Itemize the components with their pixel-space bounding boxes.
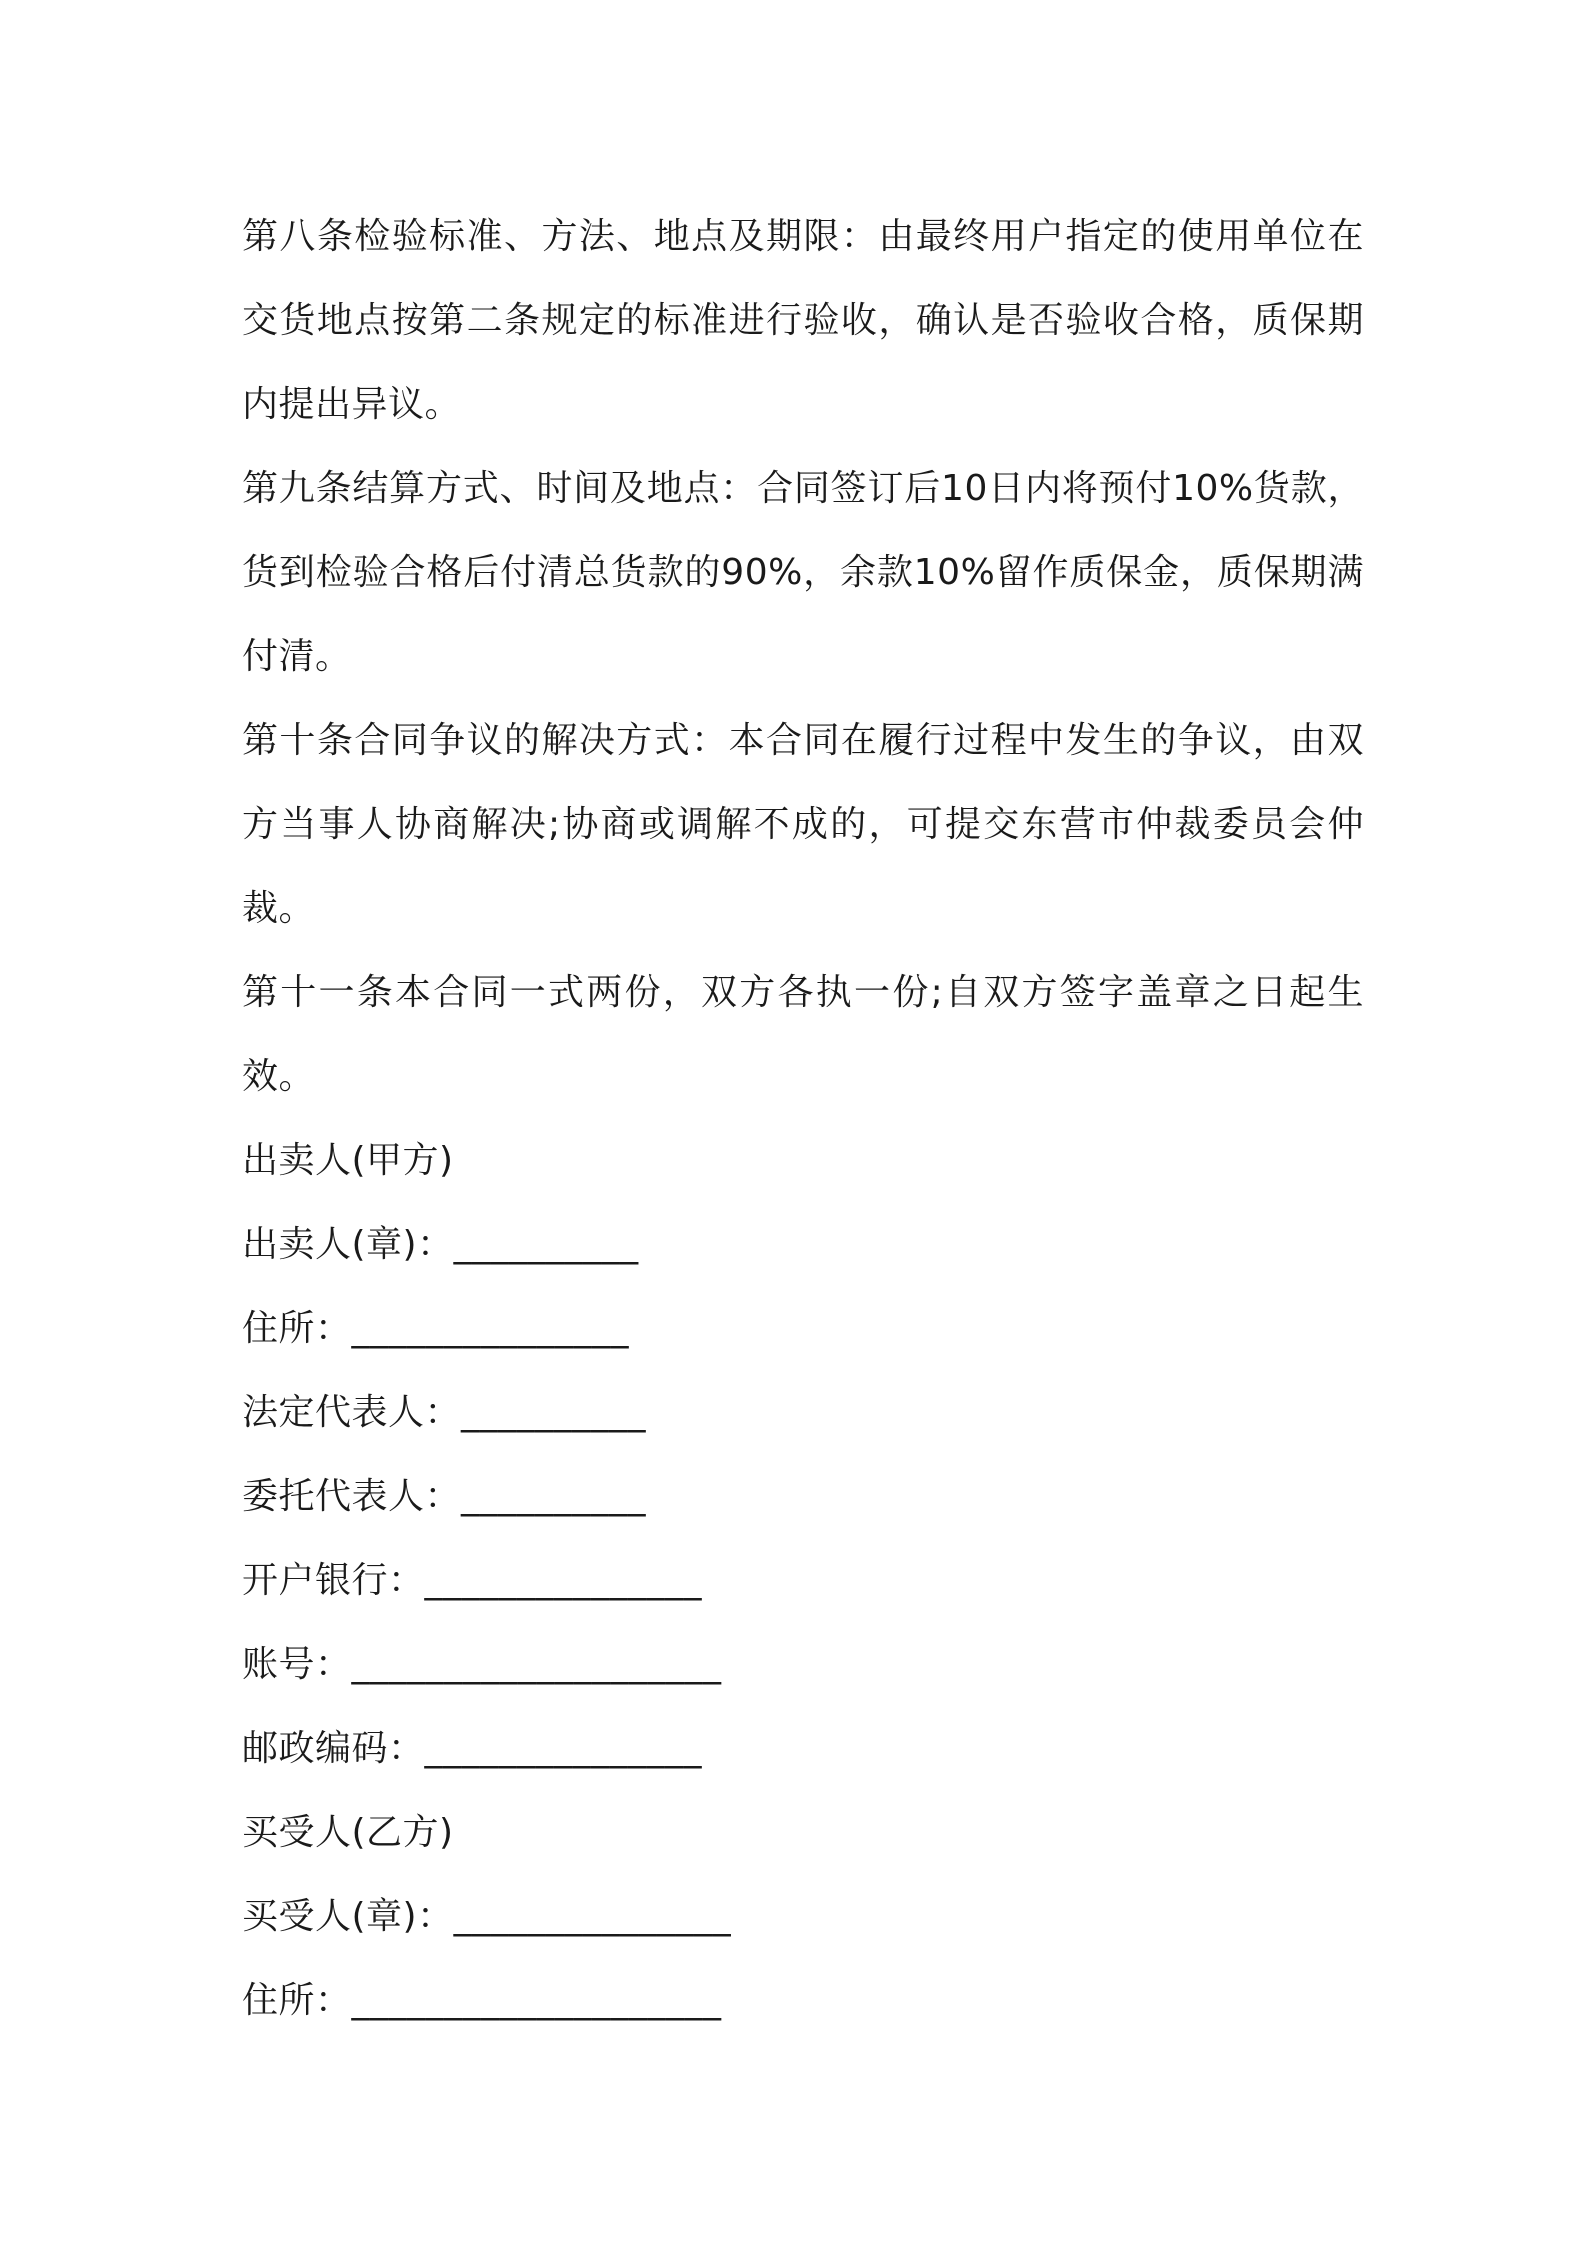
buyer-address-field: 住所：____________________: [242, 1980, 722, 2021]
seller-heading: 出卖人(甲方): [242, 1140, 454, 1181]
buyer-heading: 买受人(乙方): [242, 1812, 454, 1853]
contract-body: [242, 195, 1364, 2043]
buyer-seal-field: 买受人(章)：_______________: [242, 1896, 732, 1937]
seller-address-field: 住所：_______________: [242, 1308, 630, 1349]
clause-9: 第九条结算方式、时间及地点：合同签订后10日内将预付10%货款，货到检验合格后付清总货款的90%，余款10%留作质保金，质保期满付清。: [242, 468, 1364, 677]
seller-legal-rep-field: 法定代表人：__________: [242, 1392, 647, 1433]
seller-postcode-field: 邮政编码：_______________: [242, 1728, 703, 1769]
seller-bank-field: 开户银行：_______________: [242, 1560, 703, 1601]
clause-8: 第八条检验标准、方法、地点及期限：由最终用户指定的使用单位在交货地点按第二条规定的标准进行验收，确认是否验收合格，质保期内提出异议。: [242, 216, 1364, 425]
seller-agent-rep-field: 委托代表人：__________: [242, 1476, 647, 1517]
clause-10: 第十条合同争议的解决方式：本合同在履行过程中发生的争议，由双方当事人协商解决;协商或调解不成的，可提交东营市仲裁委员会仲裁。: [242, 720, 1364, 929]
seller-seal-field: 出卖人(章)：__________: [242, 1224, 639, 1265]
seller-account-field: 账号：____________________: [242, 1644, 722, 1685]
clause-11: 第十一条本合同一式两份，双方各执一份;自双方签字盖章之日起生效。: [242, 972, 1364, 1097]
